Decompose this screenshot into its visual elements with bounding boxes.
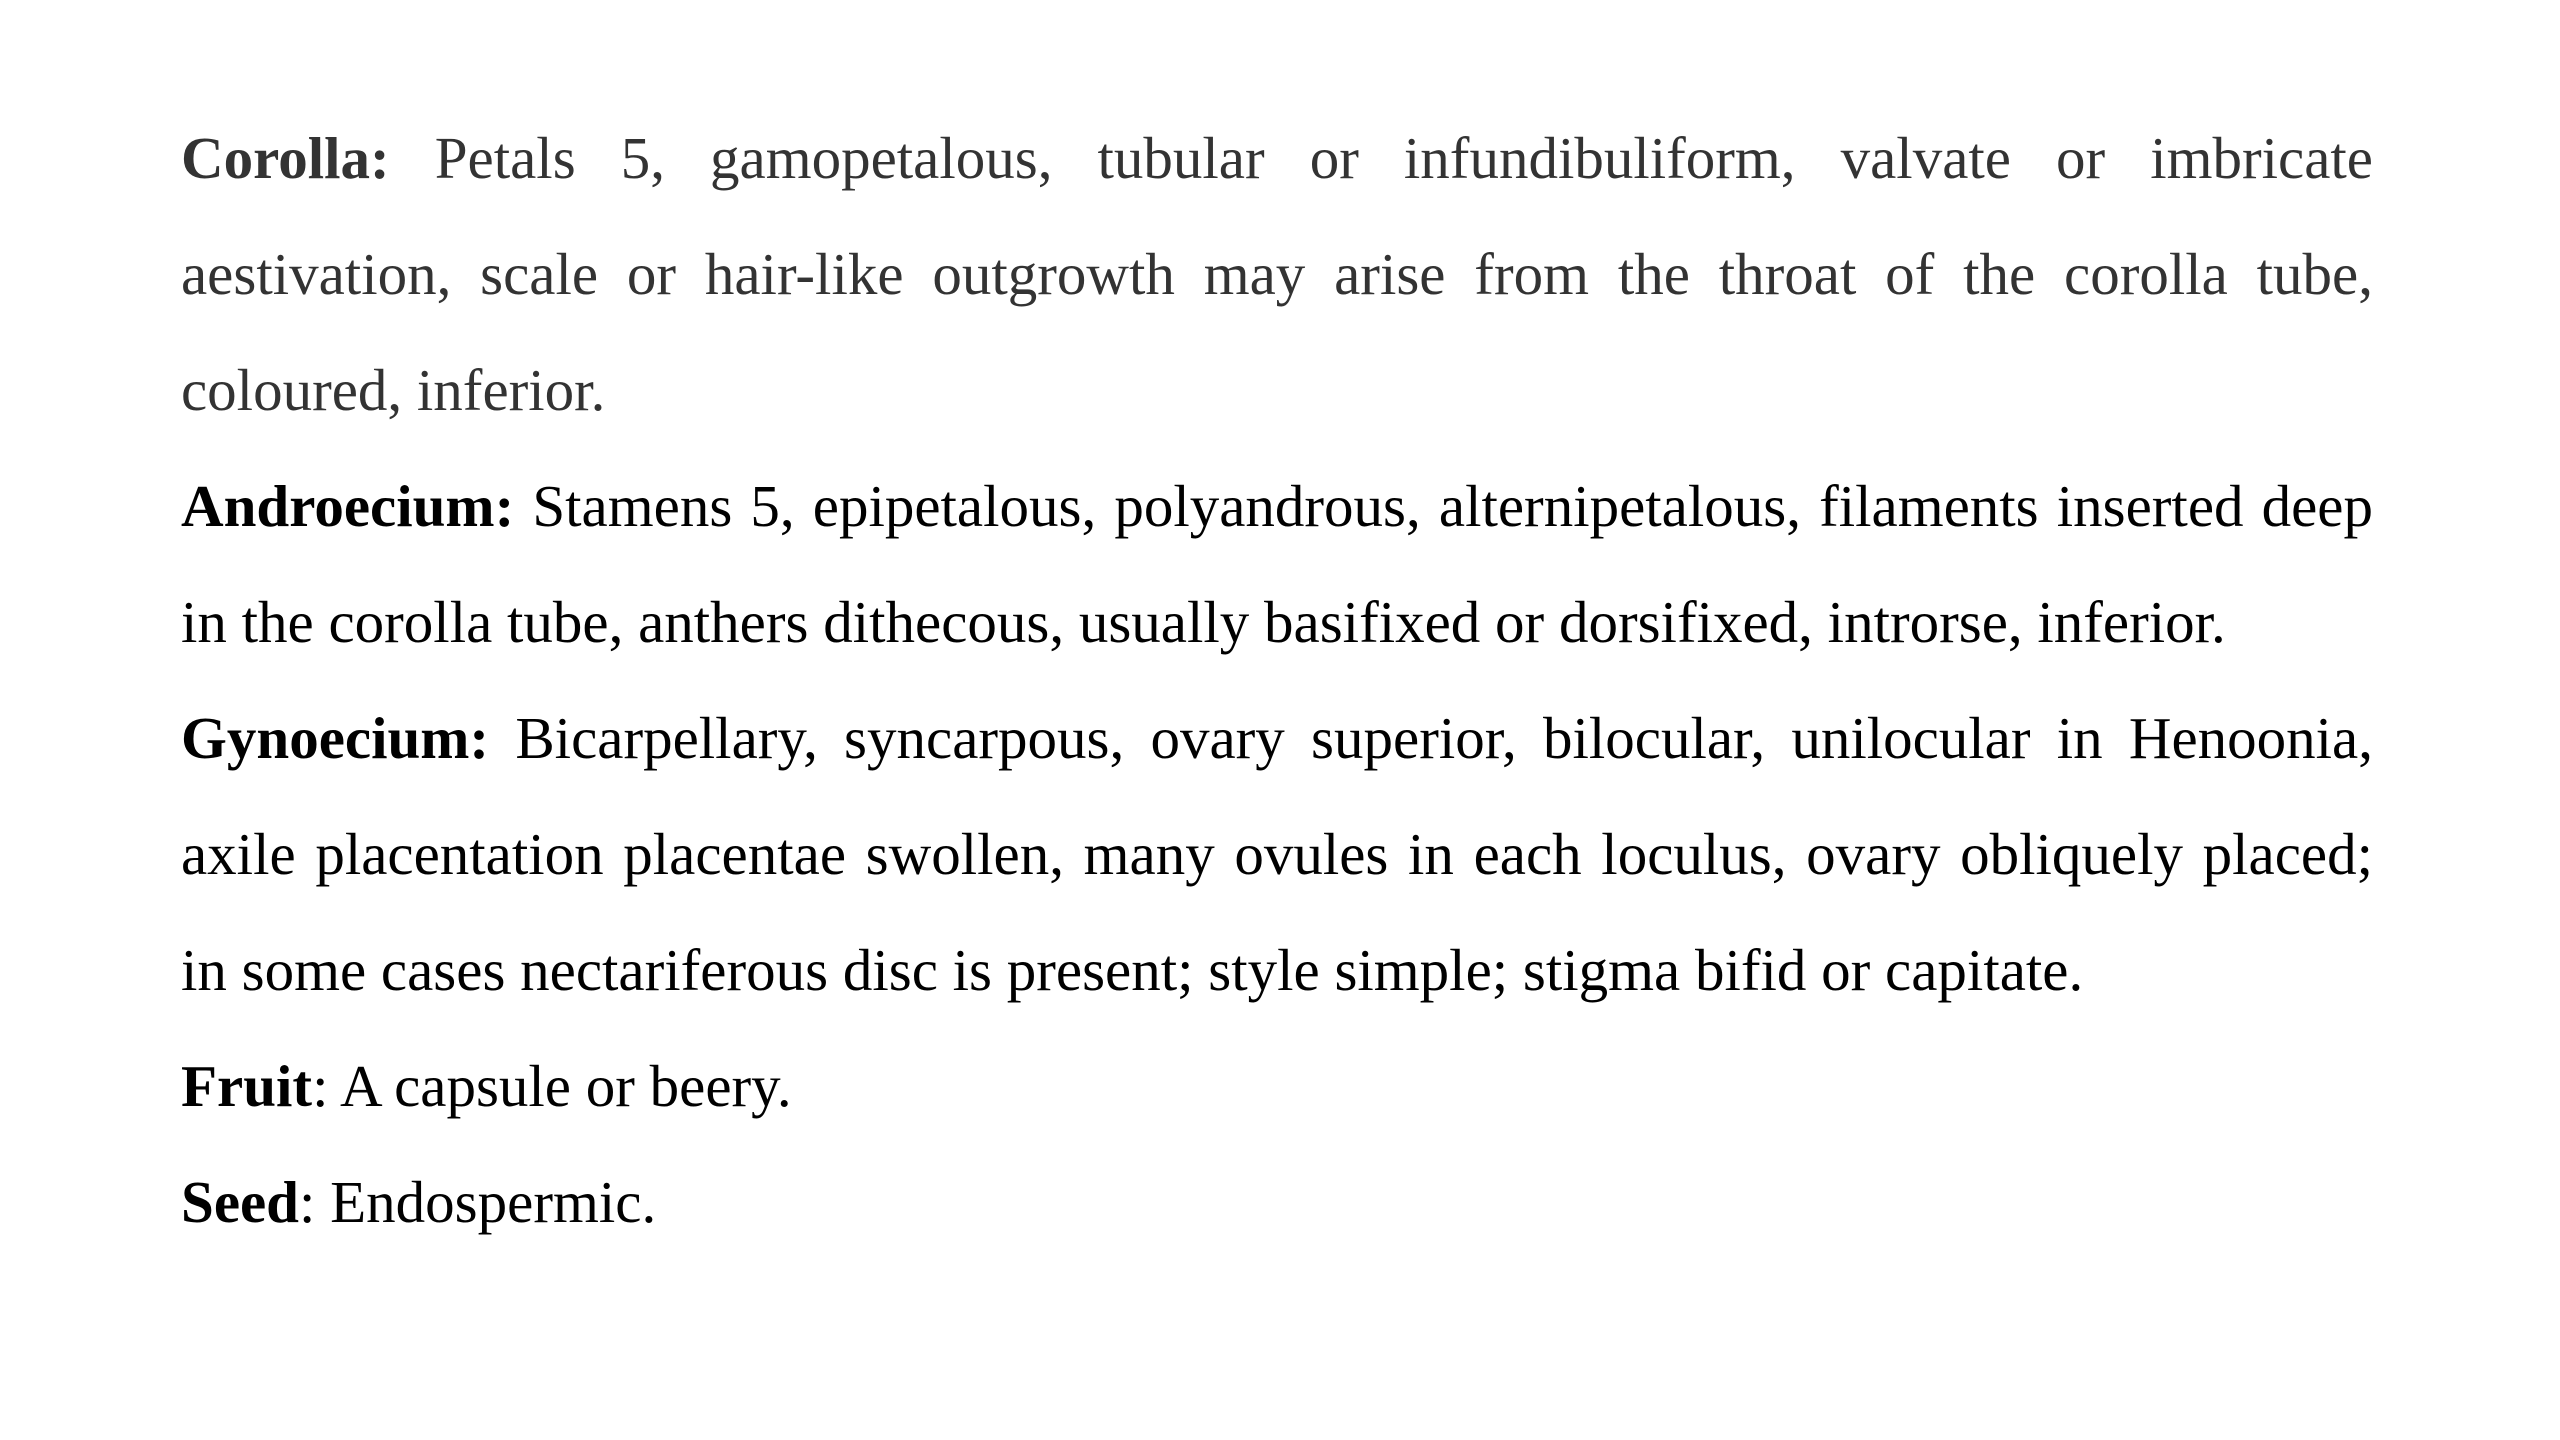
- paragraph-gynoecium: [181, 680, 2373, 1028]
- text-body: [181, 100, 2373, 1260]
- term-fruit: Fruit: [181, 1053, 313, 1119]
- term-seed: Seed: [181, 1169, 299, 1235]
- description-gynoecium: Bicarpellary, syncarpous, ovary superior, bilocular, unilocular in Henoonia, axile placentation placentae swollen, many ovules in each loculus, ovary obliquely placed; in some cases nectariferous disc is present; style simple; stigma bifid or capitate.: [181, 705, 2373, 1003]
- description-corolla: Petals 5, gamopetalous, tubular or infundibuliform, valvate or imbricate aestivation, scale or hair-like outgrowth may arise from the throat of the corolla tube, coloured, inferior.: [181, 125, 2373, 423]
- term-androecium: Androecium:: [181, 473, 515, 539]
- description-seed: : Endospermic.: [299, 1169, 657, 1235]
- paragraph-androecium: [181, 448, 2373, 680]
- paragraph-fruit: [181, 1028, 2373, 1144]
- term-gynoecium: Gynoecium:: [181, 705, 490, 771]
- description-fruit: : A capsule or beery.: [312, 1053, 792, 1119]
- paragraph-corolla: [181, 100, 2373, 448]
- description-androecium: Stamens 5, epipetalous, polyandrous, alternipetalous, filaments inserted deep in the corolla tube, anthers dithecous, usually basifixed or dorsifixed, introrse, inferior.: [181, 473, 2373, 655]
- paragraph-seed: [181, 1144, 2373, 1260]
- term-corolla: Corolla:: [181, 125, 390, 191]
